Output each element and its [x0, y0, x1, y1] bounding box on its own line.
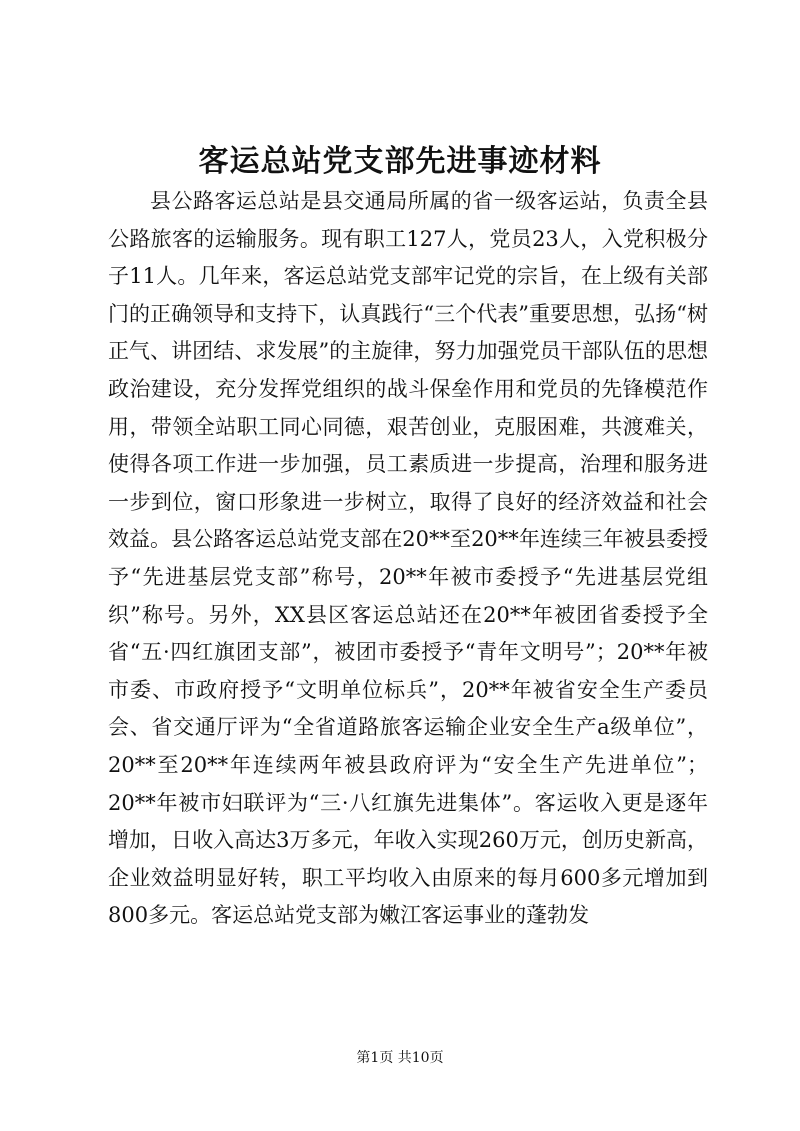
document-title: 客运总站党支部先进事迹材料 — [198, 144, 602, 179]
page-indicator: 第1页 共10页 — [356, 1050, 444, 1066]
body-paragraph: 县公路客运总站是县交通局所属的省一级客运站，负责全县公路旅客的运输服务。现有职工127人，党员23人，入党积极分子11人。几年来，客运总站党支部牢记党的宗旨，在上级有关部门的正确领导和支持下，认真践行“三个代表”重要思想，弘扬“树正气、讲团结、求发展”的主旋律，努力加强党员干部队伍的思想政治建设，充分发挥党组织的战斗保垒作用和党员的先锋模范作用，带领全站职工同心同德，艰苦创业，克服困难，共渡难关，使得各项工作进一步加强，员工素质进一步提高，治理和服务进一步到位，窗口形象进一步树立，取得了良好的经济效益和社会效益。县公路客运总站党支部在20**至20**年连续三年被县委授予“先进基层党支部”称号，20**年被市委授予“先进基层党组织”称号。另外，XX县区客运总站还在20**年被团省委授予全省“五·四红旗团支部”，被团市委授予“青年文明号”；20**年被市委、市政府授予“文明单位标兵”，20**年被省安全生产委员会、省交通厅评为“全省道路旅客运输企业安全生产a级单位”，20**至20**年连续两年被县政府评为“安全生产先进单位”；20**年被市妇联评为“三·八红旗先进集体”。客运收入更是逐年增加，日收入高达3万多元，年收入实现260万元，创历史新高，企业效益明显好转，职工平均收入由原来的每月600多元增加到800多元。客运总站党支部为嫩江客运事业的蓬勃发 — [108, 189, 708, 928]
